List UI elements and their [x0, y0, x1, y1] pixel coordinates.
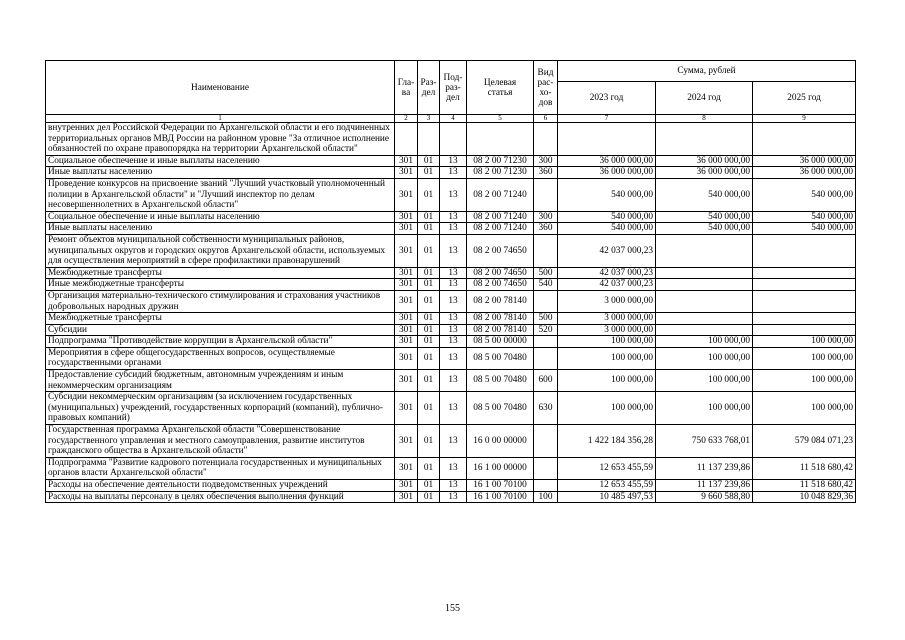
row-subsection: 13 [440, 267, 467, 279]
table-row [46, 223, 856, 235]
row-target: 08 2 00 71230 [467, 155, 534, 167]
row-sum-2024 [656, 123, 753, 156]
row-sum-2025: 36 000 000,00 [753, 167, 856, 179]
row-target: 08 2 00 71240 [467, 178, 534, 211]
row-target: 16 0 00 00000 [467, 425, 534, 458]
row-target: 16 1 00 70100 [467, 480, 534, 492]
row-sum-2023: 540 000,00 [558, 223, 656, 235]
table-row [46, 370, 856, 392]
table-row [46, 234, 856, 267]
row-sum-2025 [753, 123, 856, 156]
row-section [418, 123, 440, 156]
row-sum-2023: 540 000,00 [558, 178, 656, 211]
row-expense-type [534, 178, 558, 211]
row-chapter: 301 [395, 324, 418, 336]
row-name: Ремонт объектов муниципальной собственности муниципальных районов, муниципальных округов и городских округов Архангельской области, используемых для осуществления мероприятий в сфере профилактики правонарушений [46, 234, 395, 267]
row-target: 08 5 00 70480 [467, 347, 534, 369]
row-chapter: 301 [395, 279, 418, 291]
row-target: 08 2 00 78140 [467, 313, 534, 325]
row-sum-2023: 36 000 000,00 [558, 155, 656, 167]
row-sum-2025 [753, 324, 856, 336]
column-number: 1 [46, 115, 395, 123]
row-target: 08 2 00 78140 [467, 324, 534, 336]
row-expense-type [534, 123, 558, 156]
row-sum-2025 [753, 267, 856, 279]
column-number: 3 [418, 115, 440, 123]
column-number-row [46, 115, 856, 123]
row-sum-2025 [753, 313, 856, 325]
row-sum-2025: 540 000,00 [753, 178, 856, 211]
row-sum-2024 [656, 290, 753, 312]
column-number: 2 [395, 115, 418, 123]
row-sum-2023: 42 037 000,23 [558, 267, 656, 279]
row-sum-2024: 100 000,00 [656, 347, 753, 369]
table-row [46, 178, 856, 211]
table-row [46, 480, 856, 492]
row-chapter: 301 [395, 178, 418, 211]
row-chapter: 301 [395, 457, 418, 479]
page-number: 155 [445, 603, 460, 614]
row-chapter: 301 [395, 223, 418, 235]
row-expense-type [534, 480, 558, 492]
column-number: 7 [558, 115, 656, 123]
row-expense-type: 500 [534, 267, 558, 279]
row-sum-2025: 540 000,00 [753, 223, 856, 235]
row-sum-2023: 42 037 000,23 [558, 234, 656, 267]
row-section: 01 [418, 290, 440, 312]
row-sum-2024: 750 633 768,01 [656, 425, 753, 458]
row-expense-type: 300 [534, 155, 558, 167]
row-target: 08 2 00 78140 [467, 290, 534, 312]
row-subsection: 13 [440, 425, 467, 458]
row-section: 01 [418, 457, 440, 479]
row-subsection: 13 [440, 324, 467, 336]
row-sum-2023: 3 000 000,00 [558, 313, 656, 325]
row-sum-2024: 11 137 239,86 [656, 480, 753, 492]
row-target: 08 2 00 74650 [467, 234, 534, 267]
row-sum-2024 [656, 267, 753, 279]
row-subsection: 13 [440, 167, 467, 179]
row-sum-2023: 10 485 497,53 [558, 491, 656, 503]
row-sum-2025: 100 000,00 [753, 392, 856, 425]
row-target: 08 5 00 00000 [467, 336, 534, 348]
row-sum-2025 [753, 234, 856, 267]
table-row [46, 425, 856, 458]
table-row [46, 491, 856, 503]
row-chapter [395, 123, 418, 156]
header-target: Целевая статья [467, 61, 534, 115]
row-section: 01 [418, 167, 440, 179]
row-target: 16 1 00 00000 [467, 457, 534, 479]
row-section: 01 [418, 480, 440, 492]
table-row [46, 457, 856, 479]
header-subsection: Под- раз- дел [440, 61, 467, 115]
row-sum-2024: 100 000,00 [656, 336, 753, 348]
row-expense-type: 630 [534, 392, 558, 425]
row-subsection: 13 [440, 279, 467, 291]
row-sum-2024: 11 137 239,86 [656, 457, 753, 479]
row-subsection: 13 [440, 178, 467, 211]
row-chapter: 301 [395, 480, 418, 492]
table-header [46, 61, 856, 123]
row-chapter: 301 [395, 347, 418, 369]
row-sum-2024: 36 000 000,00 [656, 155, 753, 167]
row-subsection: 13 [440, 480, 467, 492]
row-chapter: 301 [395, 155, 418, 167]
row-sum-2023: 1 422 184 356,28 [558, 425, 656, 458]
row-sum-2024 [656, 234, 753, 267]
header-chapter: Гла- ва [395, 61, 418, 115]
row-section: 01 [418, 313, 440, 325]
row-sum-2024: 36 000 000,00 [656, 167, 753, 179]
row-chapter: 301 [395, 267, 418, 279]
header-year-2024: 2024 год [656, 82, 753, 115]
row-expense-type: 100 [534, 491, 558, 503]
table-row [46, 290, 856, 312]
row-target [467, 123, 534, 156]
row-name: Иные межбюджетные трансферты [46, 279, 395, 291]
row-target: 08 2 00 71240 [467, 223, 534, 235]
row-name: Государственная программа Архангельской области "Совершенствование государственного управления и местного самоуправления, развитие институтов гражданского общества в Архангельской области" [46, 425, 395, 458]
column-number: 5 [467, 115, 534, 123]
row-sum-2023: 3 000 000,00 [558, 290, 656, 312]
row-name: Расходы на выплаты персоналу в целях обеспечения выполнения функций [46, 491, 395, 503]
row-name: Расходы на обеспечение деятельности подведомственных учреждений [46, 480, 395, 492]
row-section: 01 [418, 234, 440, 267]
row-sum-2025: 10 048 829,36 [753, 491, 856, 503]
row-sum-2025 [753, 290, 856, 312]
row-sum-2024: 9 660 588,80 [656, 491, 753, 503]
row-sum-2025: 11 518 680,42 [753, 457, 856, 479]
row-subsection: 13 [440, 491, 467, 503]
row-name: Иные выплаты населению [46, 223, 395, 235]
table-row [46, 336, 856, 348]
row-name: Межбюджетные трансферты [46, 267, 395, 279]
row-section: 01 [418, 491, 440, 503]
row-section: 01 [418, 392, 440, 425]
row-sum-2023 [558, 123, 656, 156]
row-expense-type: 300 [534, 211, 558, 223]
row-section: 01 [418, 336, 440, 348]
table-row [46, 167, 856, 179]
row-section: 01 [418, 370, 440, 392]
row-expense-type [534, 457, 558, 479]
row-expense-type [534, 347, 558, 369]
row-section: 01 [418, 223, 440, 235]
column-number: 6 [534, 115, 558, 123]
table-row [46, 123, 856, 156]
row-subsection: 13 [440, 336, 467, 348]
table-body [46, 123, 856, 503]
row-subsection: 13 [440, 211, 467, 223]
column-number: 9 [753, 115, 856, 123]
row-sum-2025: 11 518 680,42 [753, 480, 856, 492]
header-year-2025: 2025 год [753, 82, 856, 115]
table-row [46, 211, 856, 223]
row-name: Предоставление субсидий бюджетным, автономным учреждениям и иным некоммерческим организациям [46, 370, 395, 392]
column-number: 4 [440, 115, 467, 123]
header-year-2023: 2023 год [558, 82, 656, 115]
row-sum-2025: 540 000,00 [753, 211, 856, 223]
row-name: Мероприятия в сфере общегосударственных вопросов, осуществляемые государственными органами [46, 347, 395, 369]
row-subsection: 13 [440, 313, 467, 325]
row-sum-2025: 100 000,00 [753, 370, 856, 392]
row-name: Субсидии [46, 324, 395, 336]
row-name: Иные выплаты населению [46, 167, 395, 179]
row-sum-2023: 540 000,00 [558, 211, 656, 223]
row-subsection: 13 [440, 223, 467, 235]
row-target: 16 1 00 70100 [467, 491, 534, 503]
row-name: Межбюджетные трансферты [46, 313, 395, 325]
table-row [46, 347, 856, 369]
row-sum-2024 [656, 324, 753, 336]
row-expense-type [534, 290, 558, 312]
row-section: 01 [418, 324, 440, 336]
table-row [46, 279, 856, 291]
row-section: 01 [418, 211, 440, 223]
row-sum-2025: 100 000,00 [753, 336, 856, 348]
row-subsection: 13 [440, 392, 467, 425]
row-sum-2024: 540 000,00 [656, 178, 753, 211]
header-name: Наименование [46, 61, 395, 115]
row-sum-2023: 36 000 000,00 [558, 167, 656, 179]
row-name: Социальное обеспечение и иные выплаты населению [46, 211, 395, 223]
row-sum-2023: 42 037 000,23 [558, 279, 656, 291]
row-chapter: 301 [395, 336, 418, 348]
row-expense-type: 600 [534, 370, 558, 392]
row-sum-2025: 100 000,00 [753, 347, 856, 369]
row-sum-2025 [753, 279, 856, 291]
row-subsection: 13 [440, 347, 467, 369]
row-sum-2024: 100 000,00 [656, 392, 753, 425]
row-name: Подпрограмма "Противодействие коррупции в Архангельской области" [46, 336, 395, 348]
column-number: 8 [656, 115, 753, 123]
row-target: 08 2 00 74650 [467, 279, 534, 291]
row-target: 08 2 00 71240 [467, 211, 534, 223]
row-chapter: 301 [395, 167, 418, 179]
table-row [46, 324, 856, 336]
row-chapter: 301 [395, 211, 418, 223]
row-subsection: 13 [440, 290, 467, 312]
row-section: 01 [418, 178, 440, 211]
row-name: Организация материально-технического стимулирования и страхования участников добровольных народных дружин [46, 290, 395, 312]
row-subsection: 13 [440, 370, 467, 392]
row-sum-2023: 12 653 455,59 [558, 457, 656, 479]
row-name: внутренних дел Российской Федерации по Архангельской области и его подчиненных территориальных органов МВД России на районном уровне "За отличное исполнение обязанностей по охране правопорядка на территории Архангельской области" [46, 123, 395, 156]
row-target: 08 5 00 70480 [467, 370, 534, 392]
row-sum-2024 [656, 279, 753, 291]
row-sum-2025: 36 000 000,00 [753, 155, 856, 167]
budget-table [45, 60, 856, 503]
row-section: 01 [418, 425, 440, 458]
row-subsection [440, 123, 467, 156]
header-section: Раз- дел [418, 61, 440, 115]
header-sum: Сумма, рублей [558, 61, 856, 82]
row-name: Проведение конкурсов на присвоение званий "Лучший участковый уполномоченный полиции в Архангельской области" и "Лучший инспектор по делам несовершеннолетних в Архангельской области" [46, 178, 395, 211]
row-sum-2024: 540 000,00 [656, 223, 753, 235]
row-sum-2024 [656, 313, 753, 325]
table-row [46, 155, 856, 167]
row-sum-2023: 3 000 000,00 [558, 324, 656, 336]
row-sum-2023: 12 653 455,59 [558, 480, 656, 492]
row-section: 01 [418, 267, 440, 279]
row-chapter: 301 [395, 491, 418, 503]
row-chapter: 301 [395, 370, 418, 392]
row-expense-type [534, 234, 558, 267]
row-section: 01 [418, 347, 440, 369]
row-target: 08 2 00 74650 [467, 267, 534, 279]
row-chapter: 301 [395, 425, 418, 458]
row-expense-type: 360 [534, 223, 558, 235]
table-row [46, 392, 856, 425]
row-expense-type [534, 336, 558, 348]
row-name: Социальное обеспечение и иные выплаты населению [46, 155, 395, 167]
row-expense-type: 360 [534, 167, 558, 179]
row-chapter: 301 [395, 234, 418, 267]
row-target: 08 5 00 70480 [467, 392, 534, 425]
row-sum-2024: 540 000,00 [656, 211, 753, 223]
row-sum-2023: 100 000,00 [558, 347, 656, 369]
row-section: 01 [418, 279, 440, 291]
row-expense-type [534, 425, 558, 458]
row-name: Субсидии некоммерческим организациям (за исключением государственных (муниципальных) учреждений, государственных корпораций (компаний), публично-правовых компаний) [46, 392, 395, 425]
row-sum-2024: 100 000,00 [656, 370, 753, 392]
table-row [46, 313, 856, 325]
row-target: 08 2 00 71230 [467, 167, 534, 179]
row-subsection: 13 [440, 457, 467, 479]
row-expense-type: 540 [534, 279, 558, 291]
row-name: Подпрограмма "Развитие кадрового потенциала государственных и муниципальных органов власти Архангельской области" [46, 457, 395, 479]
row-sum-2023: 100 000,00 [558, 336, 656, 348]
row-subsection: 13 [440, 234, 467, 267]
row-sum-2023: 100 000,00 [558, 392, 656, 425]
row-chapter: 301 [395, 313, 418, 325]
table-row [46, 267, 856, 279]
row-subsection: 13 [440, 155, 467, 167]
row-chapter: 301 [395, 392, 418, 425]
row-section: 01 [418, 155, 440, 167]
row-sum-2023: 100 000,00 [558, 370, 656, 392]
row-expense-type: 500 [534, 313, 558, 325]
row-chapter: 301 [395, 290, 418, 312]
header-type: Вид рас- хо- дов [534, 61, 558, 115]
row-sum-2025: 579 084 071,23 [753, 425, 856, 458]
row-expense-type: 520 [534, 324, 558, 336]
